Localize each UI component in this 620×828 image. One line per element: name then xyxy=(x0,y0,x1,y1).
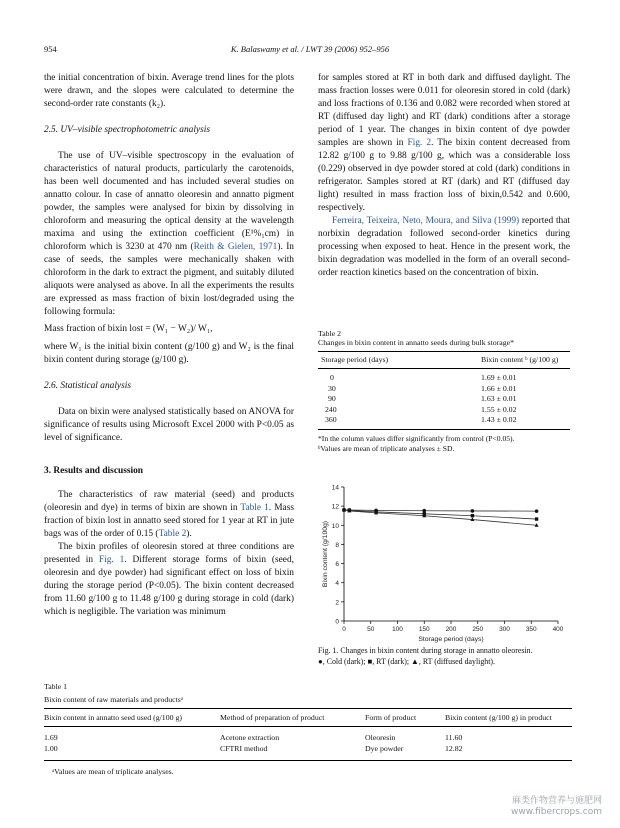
text-run: The characteristics of raw material (seed) and products (oleoresin and dye) in terms of bixin are shown in xyxy=(44,490,294,514)
paragraph: where W₁ is the initial bixin content (g/100 g) and W₂ is the final bixin content during storage (g/100 g). xyxy=(44,342,294,366)
citation-link[interactable]: Ferreira, Teixeira, Neto, Moura, and Silva (1999) xyxy=(332,215,520,226)
paragraph xyxy=(318,215,570,280)
x-tick-label: 100 xyxy=(392,626,403,633)
paragraph xyxy=(44,541,294,619)
table-1 xyxy=(44,682,572,776)
x-tick-label: 0 xyxy=(342,626,346,633)
x-tick-label: 150 xyxy=(418,626,430,633)
footnote: *In the column values differ significantly from control (P<0.05). xyxy=(318,433,515,443)
table-header-row xyxy=(44,708,572,727)
table-header-row xyxy=(318,352,570,369)
data-point xyxy=(471,514,474,517)
y-axis-label: Bixin content (g/100g) xyxy=(322,520,329,588)
figure-1-chart xyxy=(318,478,570,643)
cell: 11.60 xyxy=(445,733,463,743)
series-line xyxy=(344,510,537,511)
y-tick-label: 12 xyxy=(331,503,339,511)
text-run: . Mass fraction of bixin lost in annatto seed stored for 1 year at RT in jute bags was of the order of 0.15 ( xyxy=(44,503,294,540)
left-column xyxy=(44,72,294,619)
paragraph: the initial concentration of bixin. Average trend lines for the plots were drawn, and the slopes were calculated to determine the second-order rate constants (k₂). xyxy=(44,73,294,109)
journal-citation: K. Balaswamy et al. / LWT 39 (2006) 952–956 xyxy=(230,44,390,54)
paragraph xyxy=(318,72,570,215)
y-tick-label: 14 xyxy=(331,484,339,492)
table-row xyxy=(318,373,570,384)
text-run: ). xyxy=(186,529,192,540)
x-axis-label: Storage period (days) xyxy=(418,636,484,643)
text-run: The use of UV–visible spectroscopy in the evaluation of characteristics of natural products, particularly the carotenoids, has been well documented and has included several studies on annatto colour. In case of annatto oleoresin and annatto pigment powder, the samples were analysed for bixin by dissolving in chloroform and measuring the optical density at the wavelength maxima and using the extinction coefficient (E¹%₁cm) in chloroform which is 3230 at 470 nm ( xyxy=(44,150,294,252)
cell: Oleoresin xyxy=(365,733,396,743)
cell: 1.69 xyxy=(44,733,58,743)
column-header: Form of product xyxy=(365,713,417,723)
section-heading-2-5: 2.5. UV–visible spectrophotometric analysis xyxy=(44,124,211,135)
text-run: reported that norbixin degradation followed second-order kinetics during processing when exposed to heat. Hence in the present work, the bixin degradation was modelled in the form of an overall second-order reaction kinetics based on the concentration of bixin. xyxy=(318,215,571,278)
table-caption: Changes in bixin content in annatto seeds during bulk storage* xyxy=(318,338,514,347)
page-number: 954 xyxy=(44,44,57,54)
text-run: . The bixin content decreased from 12.82 g/100 g to 9.88 g/100 g, which was a considerable loss (0.229) observed in dye powder stored at cold (dark) conditions in refrigerator. Samples stored at RT (dark) and RT (diffused day light) resulted in mass fraction loss of bixin,0.542 and 0.600, respectively. xyxy=(318,137,570,213)
right-column xyxy=(318,72,570,280)
paragraph xyxy=(44,489,294,541)
cell: 240 xyxy=(325,404,337,414)
cell: 1.43 ± 0.02 xyxy=(481,415,517,424)
table-label: Table 1 xyxy=(44,682,68,691)
cell: 90 xyxy=(328,394,336,403)
cell: 30 xyxy=(328,383,336,393)
y-tick-label: 6 xyxy=(335,561,339,569)
table-footnote: ᵃValues are mean of triplicate analyses. xyxy=(52,767,174,777)
citation-link[interactable]: Reith & Gielen, 1971 xyxy=(193,241,278,252)
cell: 1.69 ± 0.01 xyxy=(481,373,517,382)
y-tick-label: 8 xyxy=(335,541,339,549)
table-row xyxy=(44,733,572,744)
data-point xyxy=(535,517,538,520)
section-heading-2-6: 2.6. Statistical analysis xyxy=(44,381,131,392)
table-2 xyxy=(318,329,570,454)
caption-line: ●, Cold (dark); ■, RT (dark); ▲, RT (diffused daylight). xyxy=(318,656,496,666)
cell: 1.66 ± 0.01 xyxy=(481,383,517,393)
site-watermark xyxy=(511,796,602,818)
column-header: Method of preparation of product xyxy=(220,713,325,723)
chart-svg xyxy=(318,478,570,643)
caption-line: Fig. 1. Changes in bixin content during storage in annatto oleoresin. xyxy=(318,646,533,655)
data-point xyxy=(471,509,475,513)
table-row xyxy=(318,415,570,426)
table-label: Table 2 xyxy=(318,329,342,338)
figure-2-link[interactable]: Fig. 2 xyxy=(407,137,432,148)
column-header: Bixin content ᵇ (g/100 g) xyxy=(481,355,559,364)
figure-1-link[interactable]: Fig. 1 xyxy=(98,555,125,566)
table-caption: Bixin content of raw materials and productsᵃ xyxy=(44,695,183,705)
column-header: Bixin content in annatto seed used (g/100 g) xyxy=(44,713,182,723)
cell: CFTRI method xyxy=(220,743,268,753)
paragraph xyxy=(44,150,294,319)
x-tick-label: 200 xyxy=(445,626,457,633)
cell: 1.00 xyxy=(44,743,58,753)
cell: Dye powder xyxy=(365,743,404,753)
watermark-text: 麻类作物营养与施肥网 xyxy=(511,796,602,807)
table-row xyxy=(318,405,570,416)
text-run: The bixin profiles of oleoresin stored at three conditions are presented in xyxy=(44,542,294,566)
section-heading-3: 3. Results and discussion xyxy=(44,466,143,477)
footnote: ᵇValues are mean of triplicate analyses ± SD. xyxy=(318,443,455,453)
y-tick-label: 4 xyxy=(335,580,339,588)
y-tick-label: 10 xyxy=(331,522,339,530)
table-row xyxy=(318,384,570,395)
text-run: ). In case of seeds, the samples were mechanically shaken with chloroform in the dark to extract the pigment, and suitably diluted aliquots were analysed as above. In all the experiments the results are expressed as mass fraction of bixin lost/degraded using the following formula: xyxy=(44,241,294,317)
text-run: for samples stored at RT in both dark and diffused daylight. The mass fraction losses were 0.011 for oleoresin stored in cold (dark) and loss fractions of 0.136 and 0.082 were recorded when stored at RT (diffused day light) and RT (dark) conditions after a storage period of 1 year. The changes in bixin content of dye powder samples are shown in xyxy=(318,73,570,148)
formula: Mass fraction of bixin lost = (W₁ − W₂)/ W₁, xyxy=(44,324,213,335)
cell: 12.82 xyxy=(445,743,463,753)
text-run: . Different storage forms of bixin (seed, oleoresin and dye powder) had significant effect on loss of bixin during the storage period (P<0.05). The bixin content decreased from 11.60 g/100 g to 11.48 g/100 g during storage in cold (dark) which is negligible. The variation was minimum xyxy=(44,555,294,617)
y-tick-label: 2 xyxy=(335,599,339,607)
data-point xyxy=(422,509,426,513)
cell: 0 xyxy=(330,373,334,382)
x-tick-label: 400 xyxy=(552,626,564,633)
table-2-link[interactable]: Table 2 xyxy=(158,529,187,540)
cell: Acetone extraction xyxy=(220,733,280,743)
running-header xyxy=(44,44,576,58)
table-row xyxy=(44,744,572,755)
cell: 1.55 ± 0.02 xyxy=(481,404,517,414)
cell: 1.63 ± 0.01 xyxy=(481,394,517,403)
table-1-link[interactable]: Table 1 xyxy=(240,503,269,514)
column-header: Bixin content (g/100 g) in product xyxy=(445,713,552,723)
table-footnotes xyxy=(318,434,570,455)
y-tick-label: 0 xyxy=(335,618,339,626)
paragraph: Data on bixin were analysed statistically based on ANOVA for significance of results using Microsoft Excel 2000 with P<0.05 as level of significance. xyxy=(44,407,294,444)
cell: 360 xyxy=(325,415,337,424)
column-header: Storage period (days) xyxy=(321,355,389,364)
x-tick-label: 300 xyxy=(499,626,510,633)
x-tick-label: 350 xyxy=(525,626,537,633)
table-row xyxy=(318,394,570,405)
x-tick-label: 250 xyxy=(472,626,484,633)
data-point xyxy=(535,509,539,513)
x-tick-label: 50 xyxy=(367,626,375,633)
figure-1-caption xyxy=(318,646,570,668)
watermark-url: www.fibercrops.com xyxy=(511,807,602,818)
